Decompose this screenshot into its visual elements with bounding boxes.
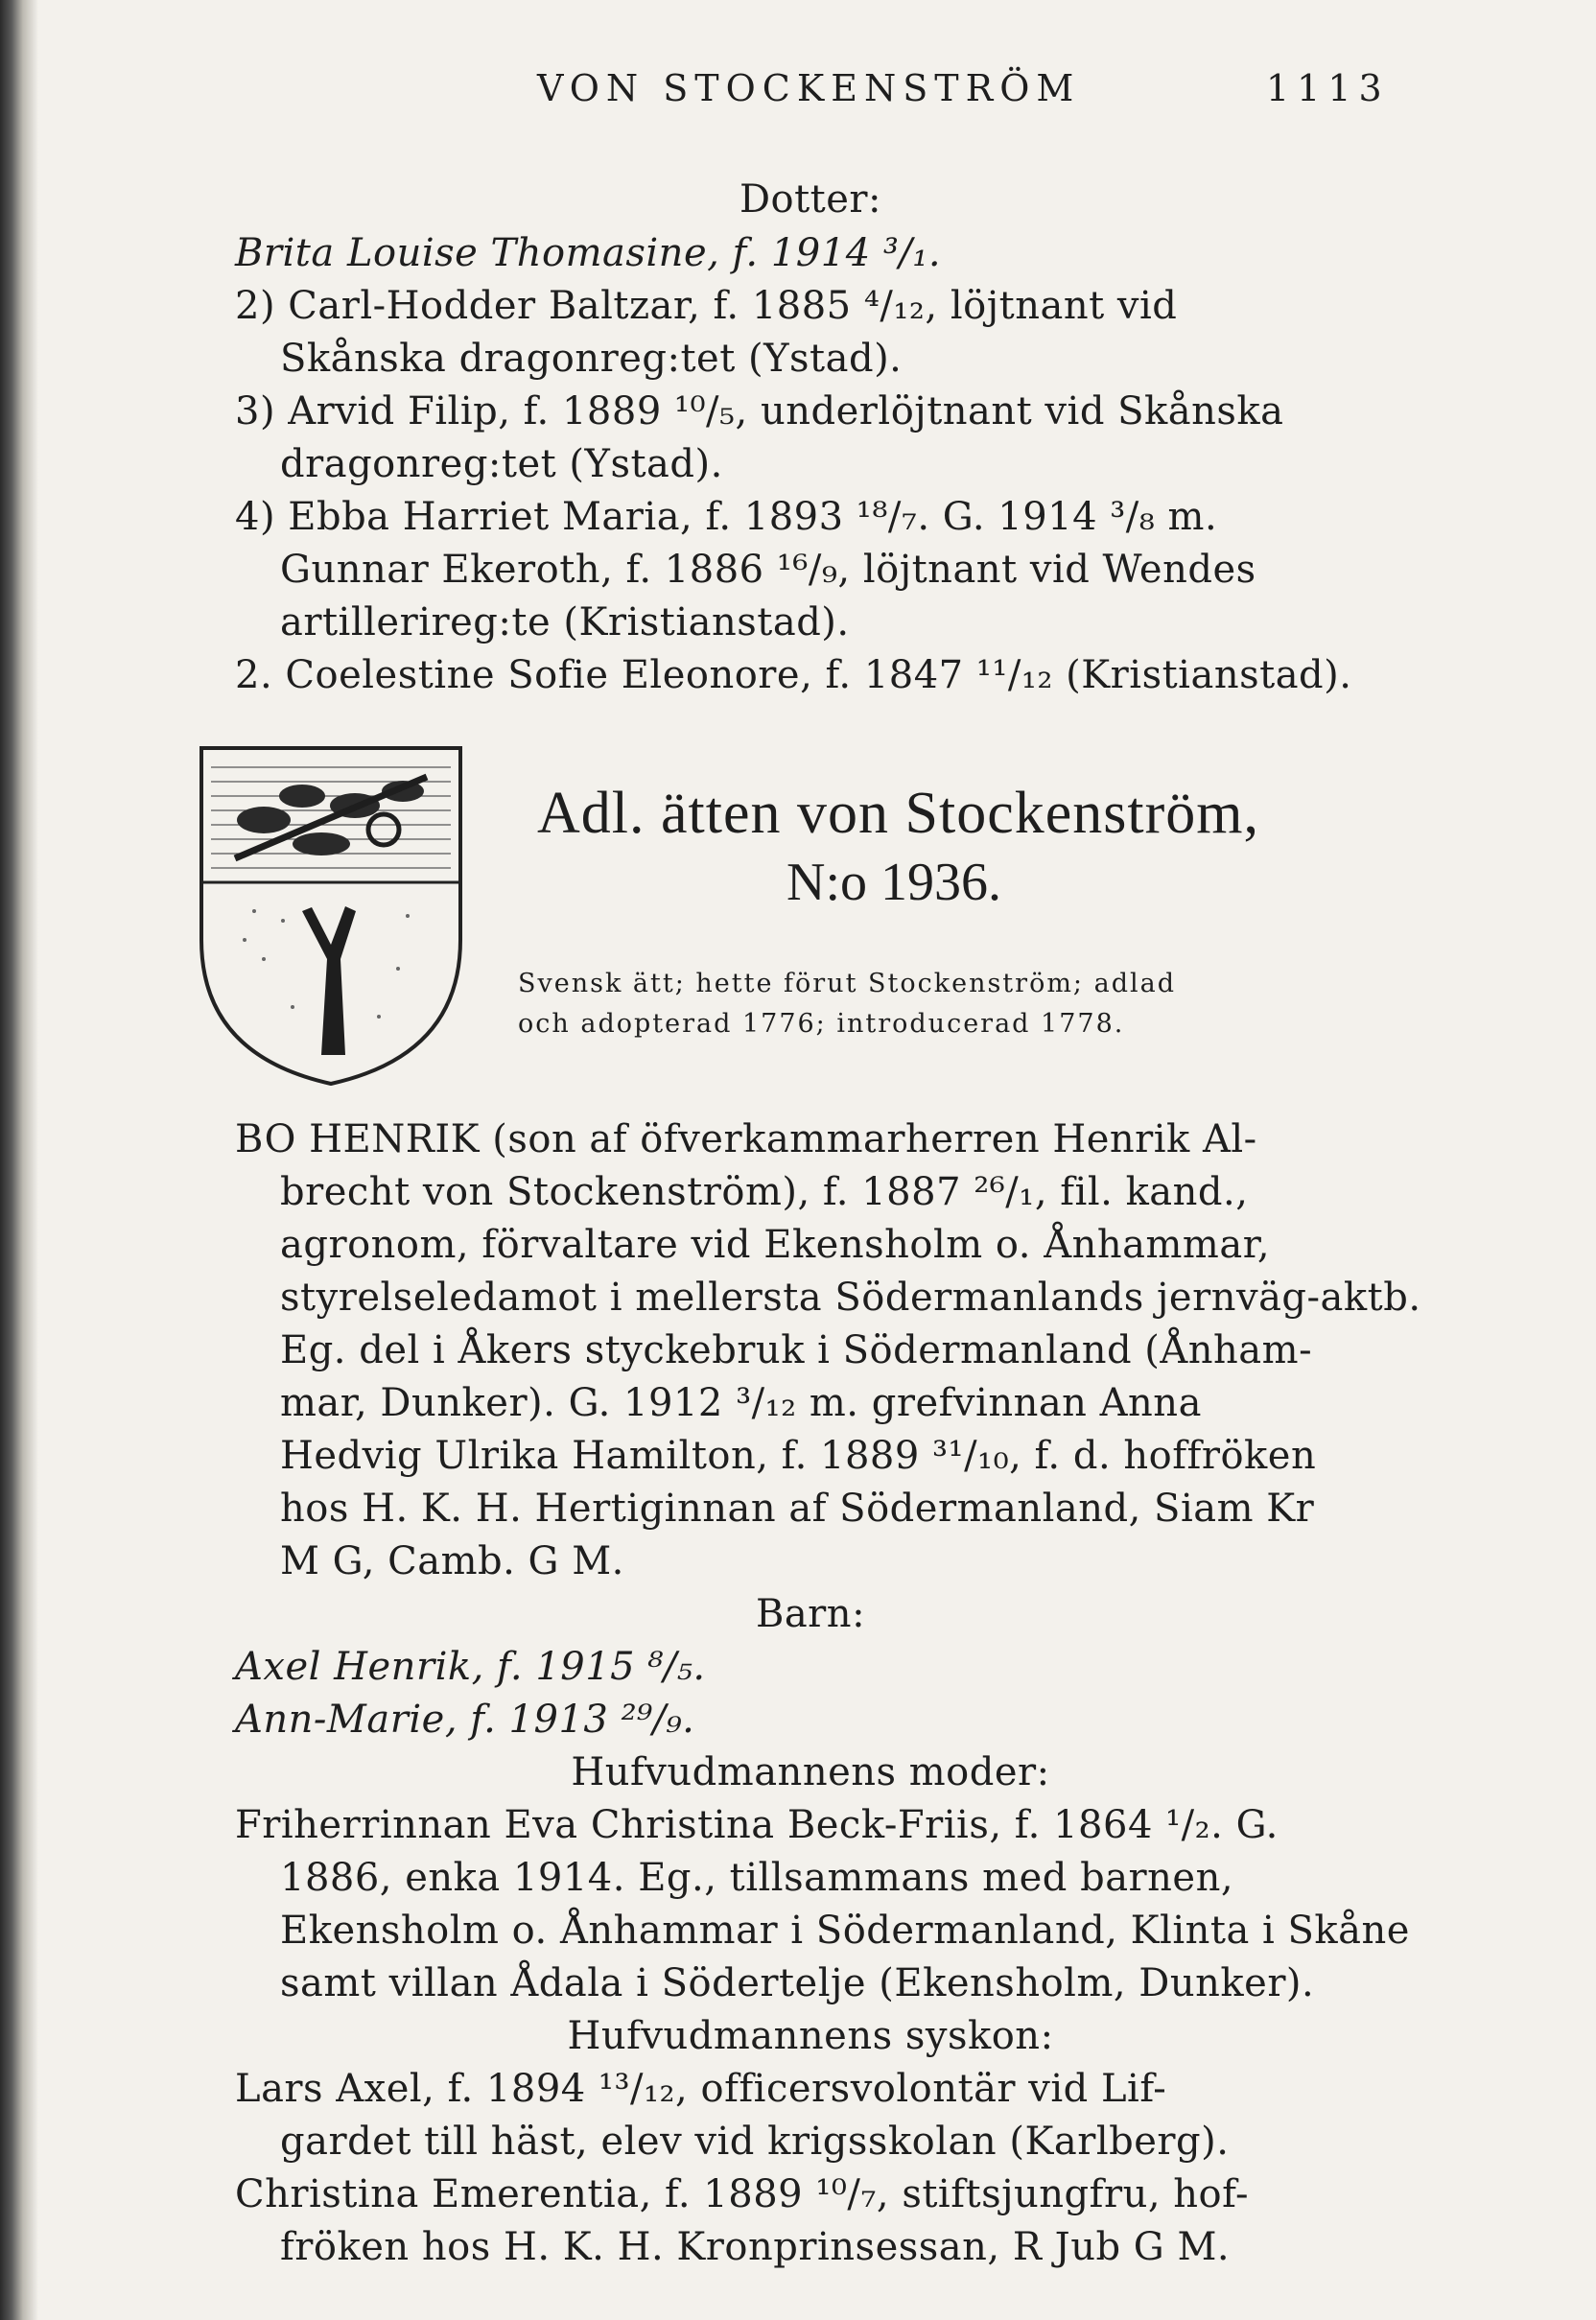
child-line: Axel Henrik, f. 1915 ⁸/₅.: [235, 1645, 706, 1689]
sibling-line: Lars Axel, f. 1894 ¹³/₁₂, officersvolontär vid Lif-: [235, 2067, 1167, 2111]
entry-line: Gunnar Ekeroth, f. 1886 ¹⁶/₉, löjtnant vid Wendes: [280, 548, 1256, 592]
syskon-heading: Hufvudmannens syskon:: [567, 2014, 1054, 2058]
entry-line: 4) Ebba Harriet Maria, f. 1893 ¹⁸/₇. G. 1914 ³/₈ m.: [235, 495, 1218, 539]
sibling-line: gardet till häst, elev vid krigsskolan (Karlberg).: [280, 2120, 1230, 2164]
sibling-line: Christina Emerentia, f. 1889 ¹⁰/₇, stiftsjungfru, hof-: [235, 2172, 1250, 2216]
entry-line: artillerireg:te (Kristianstad).: [280, 600, 850, 644]
barn-heading: Barn:: [755, 1592, 866, 1636]
entry-line: 2) Carl-Hodder Baltzar, f. 1885 ⁴/₁₂, löjtnant vid: [235, 284, 1178, 328]
entry-line: agronom, förvaltare vid Ekensholm o. Ånhammar,: [280, 1223, 1271, 1267]
entry-line: Hedvig Ulrika Hamilton, f. 1889 ³¹/₁₀, f. d. hoffröken: [280, 1434, 1317, 1478]
entry-line: BO HENRIK (son af öfverkammarherren Henrik Al-: [235, 1117, 1257, 1161]
entry-line: brecht von Stockenström), f. 1887 ²⁶/₁, fil. kand.,: [280, 1170, 1249, 1214]
page-number: 1113: [1266, 67, 1390, 109]
family-title: Adl. ätten von Stockenström,: [537, 781, 1259, 846]
entry-line: hos H. K. H. Hertiginnan af Södermanland, Siam Kr: [280, 1487, 1315, 1531]
family-description: och adopterad 1776; introducerad 1778.: [518, 1009, 1125, 1039]
child-line: Ann-Marie, f. 1913 ²⁹/₉.: [235, 1698, 695, 1742]
coat-of-arms-icon: [187, 738, 475, 1093]
moder-heading: Hufvudmannens moder:: [571, 1750, 1050, 1794]
family-number: N:o 1936.: [786, 853, 1001, 912]
entry-line: Eg. del i Åkers styckebruk i Södermanland (Ånham-: [280, 1328, 1313, 1372]
family-description: Svensk ätt; hette förut Stockenström; adlad: [518, 969, 1176, 998]
entry-line: styrelseledamot i mellersta Södermanlands jernväg-aktb.: [280, 1276, 1421, 1320]
sibling-line: fröken hos H. K. H. Kronprinsessan, R Jub G M.: [280, 2225, 1231, 2269]
entry-line: Skånska dragonreg:tet (Ystad).: [280, 337, 903, 381]
dotter-heading: Dotter:: [739, 177, 882, 222]
entry-line: Friherrinnan Eva Christina Beck-Friis, f. 1864 ¹/₂. G.: [235, 1803, 1279, 1847]
entry-line: 1886, enka 1914. Eg., tillsammans med barnen,: [280, 1856, 1234, 1900]
entry-line: Ekensholm o. Ånhammar i Södermanland, Klinta i Skåne: [280, 1909, 1410, 1953]
running-header-title: VON STOCKENSTRÖM: [537, 67, 1081, 109]
entry-line: mar, Dunker). G. 1912 ³/₁₂ m. grefvinnan Anna: [280, 1381, 1202, 1425]
entry-line: 2. Coelestine Sofie Eleonore, f. 1847 ¹¹/₁₂ (Kristianstad).: [235, 653, 1352, 697]
entry-line: dragonreg:tet (Ystad).: [280, 442, 723, 486]
entry-line: 3) Arvid Filip, f. 1889 ¹⁰/₅, underlöjtnant vid Skånska: [235, 389, 1284, 434]
entry-line: Brita Louise Thomasine, f. 1914 ³/₁.: [235, 231, 942, 275]
entry-line: M G, Camb. G M.: [280, 1539, 624, 1583]
entry-line: samt villan Ådala i Södertelje (Ekensholm, Dunker).: [280, 1961, 1315, 2005]
